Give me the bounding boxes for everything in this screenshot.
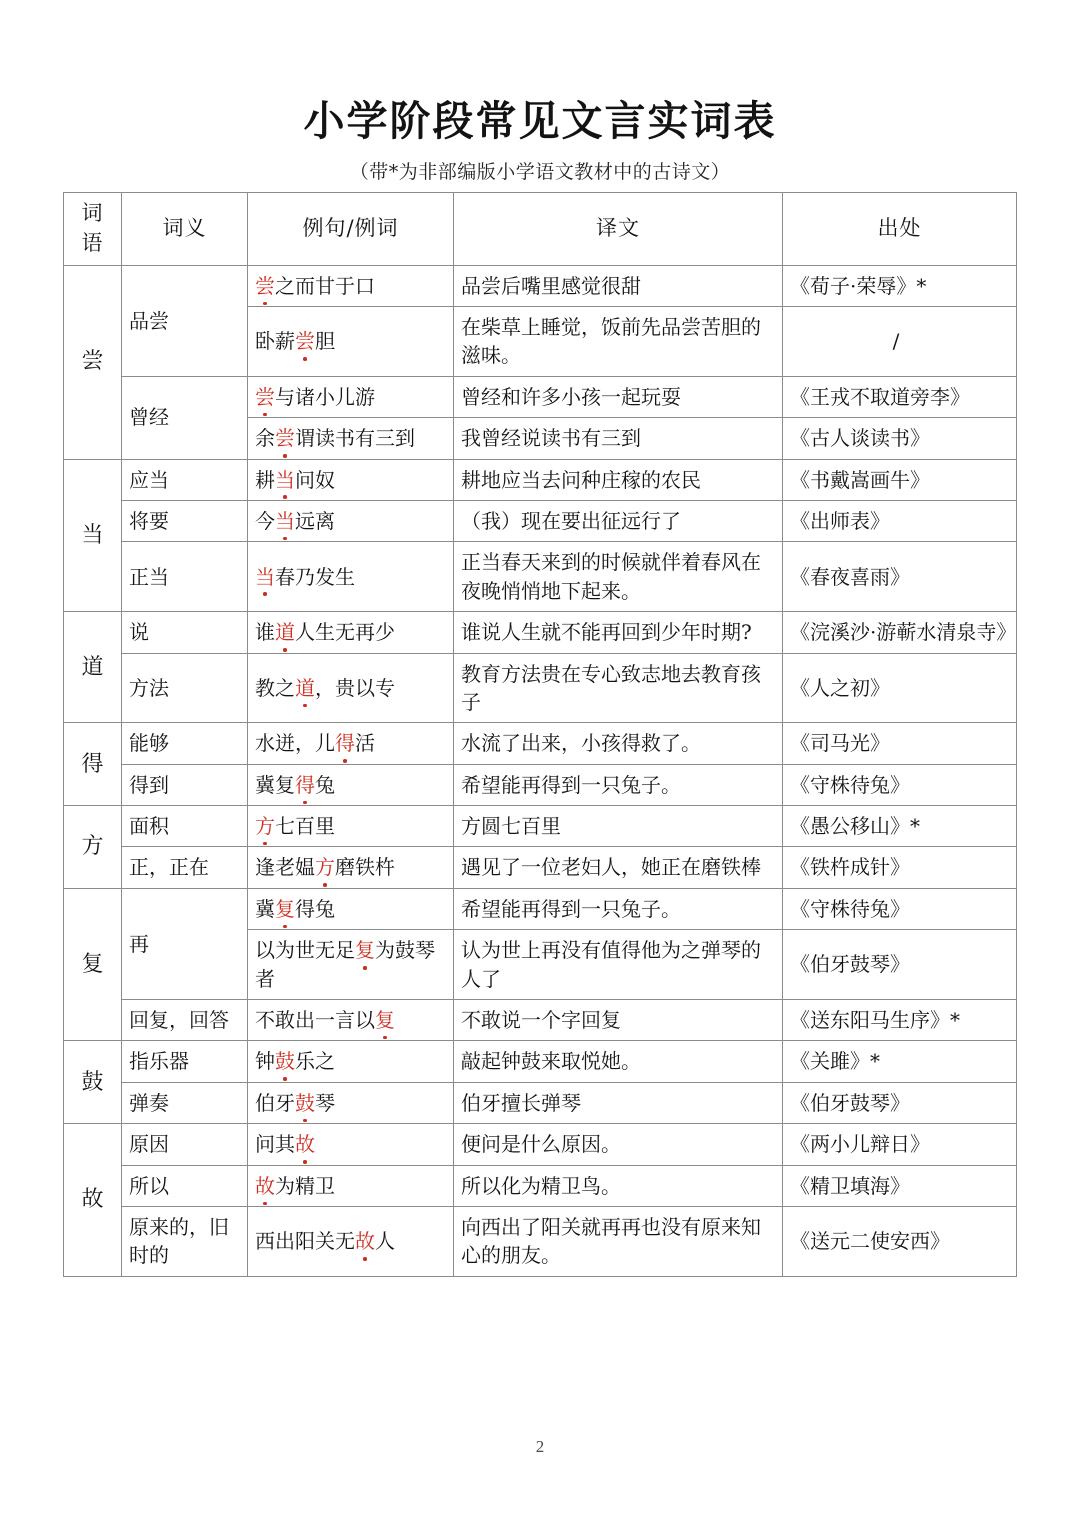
- cell-meaning: 得到: [122, 764, 248, 805]
- cell-meaning: 正当: [122, 542, 248, 612]
- example-text: 远离: [295, 508, 335, 533]
- highlighted-character: 道: [275, 618, 295, 646]
- example-text: 西出阳关无: [255, 1229, 355, 1254]
- column-header-word: 词语: [64, 193, 122, 266]
- example-text: 与诸小儿游: [275, 384, 375, 409]
- example-text: 得兔: [295, 896, 335, 921]
- cell-source: 《荀子·荣辱》*: [783, 265, 1017, 306]
- cell-example: [248, 806, 454, 847]
- example-text: 之而甘于口: [275, 273, 375, 298]
- page-subtitle: （带*为非部编版小学语文教材中的古诗文）: [349, 161, 731, 184]
- highlighted-character: 故: [355, 1227, 375, 1255]
- example-text: 钟: [255, 1049, 275, 1074]
- highlighted-character: 尝: [255, 383, 275, 411]
- cell-source: 《书戴嵩画牛》: [783, 459, 1017, 500]
- column-header-translation: 译文: [454, 193, 783, 266]
- cell-example: [248, 542, 454, 612]
- example-text: 伯牙: [255, 1090, 295, 1115]
- example-text: 为精卫: [275, 1173, 335, 1198]
- cell-source: 《两小儿辩日》: [783, 1124, 1017, 1165]
- page-number: 2: [535, 1437, 545, 1456]
- cell-translation: 品尝后嘴里感觉很甜: [454, 265, 783, 306]
- example-text: ，贵以专: [315, 675, 395, 700]
- cell-translation: 曾经和许多小孩一起玩耍: [454, 376, 783, 417]
- cell-word: 得: [64, 723, 122, 806]
- cell-translation: 希望能再得到一只兔子。: [454, 764, 783, 805]
- cell-meaning: 面积: [122, 806, 248, 847]
- cell-meaning: 方法: [122, 653, 248, 723]
- cell-translation: 遇见了一位老妇人，她正在磨铁棒: [454, 847, 783, 888]
- cell-example: [248, 723, 454, 764]
- highlighted-character: 尝: [255, 272, 275, 300]
- table-row: [64, 888, 1017, 929]
- highlighted-character: 得: [295, 771, 315, 799]
- cell-example: [248, 847, 454, 888]
- example-text: 余: [255, 426, 275, 451]
- highlighted-character: 尝: [295, 327, 315, 355]
- cell-translation: 不敢说一个字回复: [454, 1000, 783, 1041]
- highlighted-character: 方: [255, 812, 275, 840]
- column-header-source: 出处: [783, 193, 1017, 266]
- cell-meaning: 再: [122, 888, 248, 999]
- table-row: [64, 764, 1017, 805]
- example-text: 胆: [315, 329, 335, 354]
- highlighted-character: 当: [275, 507, 295, 535]
- cell-meaning: 品尝: [122, 265, 248, 376]
- cell-meaning: 弹奏: [122, 1082, 248, 1123]
- cell-source: 《春夜喜雨》: [783, 542, 1017, 612]
- cell-example: [248, 764, 454, 805]
- example-text: 为鼓琴者: [255, 938, 435, 991]
- cell-source: 《古人谈读书》: [783, 418, 1017, 459]
- example-text: 乐之: [295, 1049, 335, 1074]
- cell-word: 道: [64, 612, 122, 723]
- example-text: 问其: [255, 1132, 295, 1157]
- table-row: [64, 847, 1017, 888]
- example-text: 冀: [255, 896, 275, 921]
- table-row: [64, 653, 1017, 723]
- cell-meaning: 正，正在: [122, 847, 248, 888]
- table-row: [64, 265, 1017, 306]
- cell-word: 方: [64, 806, 122, 889]
- cell-example: [248, 500, 454, 541]
- cell-example: [248, 265, 454, 306]
- cell-source: 《浣溪沙·游蕲水清泉寺》: [783, 612, 1017, 653]
- page-title: 小学阶段常见文言实词表: [303, 97, 777, 145]
- cell-word: 当: [64, 459, 122, 612]
- example-text: 谁: [255, 620, 275, 645]
- cell-translation: 便问是什么原因。: [454, 1124, 783, 1165]
- table-row: [64, 806, 1017, 847]
- example-text: 水迸，儿: [255, 731, 335, 756]
- cell-meaning: 能够: [122, 723, 248, 764]
- example-text: 卧薪: [255, 329, 295, 354]
- highlighted-character: 当: [275, 466, 295, 494]
- example-text: 活: [355, 731, 375, 756]
- example-text: 教之: [255, 675, 295, 700]
- cell-source: 《守株待兔》: [783, 764, 1017, 805]
- cell-translation: 伯牙擅长弹琴: [454, 1082, 783, 1123]
- highlighted-character: 尝: [275, 424, 295, 452]
- cell-translation: 教育方法贵在专心致志地去教育孩子: [454, 653, 783, 723]
- cell-example: [248, 459, 454, 500]
- cell-translation: 谁说人生就不能再回到少年时期?: [454, 612, 783, 653]
- highlighted-character: 故: [295, 1130, 315, 1158]
- table-header-row: [64, 193, 1017, 266]
- table-row: [64, 459, 1017, 500]
- cell-translation: 在柴草上睡觉，饭前先品尝苦胆的滋味。: [454, 307, 783, 377]
- example-text: 冀复: [255, 772, 295, 797]
- highlighted-character: 故: [255, 1172, 275, 1200]
- cell-example: [248, 1041, 454, 1082]
- highlighted-character: 当: [255, 563, 275, 591]
- cell-example: [248, 1207, 454, 1277]
- cell-source: 《愚公移山》*: [783, 806, 1017, 847]
- cell-translation: （我）现在要出征远行了: [454, 500, 783, 541]
- cell-example: [248, 1082, 454, 1123]
- cell-word: 故: [64, 1124, 122, 1277]
- cell-source: /: [783, 307, 1017, 377]
- cell-source: 《送元二使安西》: [783, 1207, 1017, 1277]
- cell-source: 《关雎》*: [783, 1041, 1017, 1082]
- cell-example: [248, 418, 454, 459]
- cell-translation: 认为世上再没有值得他为之弹琴的人了: [454, 930, 783, 1000]
- cell-example: [248, 1124, 454, 1165]
- cell-meaning: 指乐器: [122, 1041, 248, 1082]
- vocabulary-table: [63, 192, 1017, 1277]
- example-text: 问奴: [295, 467, 335, 492]
- cell-source: 《司马光》: [783, 723, 1017, 764]
- cell-meaning: 曾经: [122, 376, 248, 459]
- highlighted-character: 复: [355, 936, 375, 964]
- example-text: 人生无再少: [295, 620, 395, 645]
- table-row: [64, 723, 1017, 764]
- cell-example: [248, 376, 454, 417]
- cell-word: 尝: [64, 265, 122, 459]
- table-row: [64, 1124, 1017, 1165]
- cell-source: 《铁杵成针》: [783, 847, 1017, 888]
- column-header-example: 例句/例词: [248, 193, 454, 266]
- cell-example: [248, 1000, 454, 1041]
- table-body: [64, 265, 1017, 1276]
- cell-translation: 向西出了阳关就再再也没有原来知心的朋友。: [454, 1207, 783, 1277]
- cell-meaning: 说: [122, 612, 248, 653]
- table-row: [64, 376, 1017, 417]
- example-text: 逢老媪: [255, 855, 315, 880]
- cell-meaning: 将要: [122, 500, 248, 541]
- cell-source: 《伯牙鼓琴》: [783, 930, 1017, 1000]
- cell-meaning: 原来的，旧时的: [122, 1207, 248, 1277]
- example-text: 以为世无足: [255, 938, 355, 963]
- example-text: 耕: [255, 467, 275, 492]
- highlighted-character: 得: [335, 729, 355, 757]
- cell-meaning: 回复，回答: [122, 1000, 248, 1041]
- cell-meaning: 所以: [122, 1165, 248, 1206]
- cell-source: 《守株待兔》: [783, 888, 1017, 929]
- table-row: [64, 500, 1017, 541]
- example-text: 今: [255, 508, 275, 533]
- cell-example: [248, 888, 454, 929]
- cell-translation: 我曾经说读书有三到: [454, 418, 783, 459]
- table-row: [64, 1041, 1017, 1082]
- cell-translation: 水流了出来，小孩得救了。: [454, 723, 783, 764]
- cell-translation: 方圆七百里: [454, 806, 783, 847]
- content-vocabulary-table: [63, 192, 1016, 1277]
- cell-translation: 所以化为精卫鸟。: [454, 1165, 783, 1206]
- example-text: 春乃发生: [275, 564, 355, 589]
- cell-source: 《人之初》: [783, 653, 1017, 723]
- cell-source: 《送东阳马生序》*: [783, 1000, 1017, 1041]
- cell-translation: 希望能再得到一只兔子。: [454, 888, 783, 929]
- cell-example: [248, 612, 454, 653]
- cell-translation: 耕地应当去问种庄稼的农民: [454, 459, 783, 500]
- highlighted-character: 方: [315, 853, 335, 881]
- table-row: [64, 1207, 1017, 1277]
- cell-source: 《王戎不取道旁李》: [783, 376, 1017, 417]
- table-row: [64, 542, 1017, 612]
- table-row: [64, 1000, 1017, 1041]
- cell-translation: 正当春天来到的时候就伴着春风在夜晚悄悄地下起来。: [454, 542, 783, 612]
- example-text: 琴: [315, 1090, 335, 1115]
- highlighted-character: 复: [275, 895, 295, 923]
- example-text: 人: [375, 1229, 395, 1254]
- table-row: [64, 1082, 1017, 1123]
- table-row: [64, 612, 1017, 653]
- example-text: 兔: [315, 772, 335, 797]
- example-text: 磨铁杵: [335, 855, 395, 880]
- example-text: 不敢出一言以: [255, 1008, 375, 1033]
- table-header: [64, 193, 1017, 266]
- column-header-meaning: 词义: [122, 193, 248, 266]
- cell-example: [248, 930, 454, 1000]
- cell-meaning: 应当: [122, 459, 248, 500]
- example-text: 七百里: [275, 814, 335, 839]
- example-text: 谓读书有三到: [295, 426, 415, 451]
- cell-source: 《伯牙鼓琴》: [783, 1082, 1017, 1123]
- cell-example: [248, 653, 454, 723]
- cell-example: [248, 1165, 454, 1206]
- cell-translation: 敲起钟鼓来取悦她。: [454, 1041, 783, 1082]
- highlighted-character: 鼓: [295, 1089, 315, 1117]
- table-row: [64, 1165, 1017, 1206]
- highlighted-character: 复: [375, 1006, 395, 1034]
- highlighted-character: 鼓: [275, 1047, 295, 1075]
- cell-source: 《出师表》: [783, 500, 1017, 541]
- cell-meaning: 原因: [122, 1124, 248, 1165]
- cell-word: 鼓: [64, 1041, 122, 1124]
- cell-source: 《精卫填海》: [783, 1165, 1017, 1206]
- cell-word: 复: [64, 888, 122, 1041]
- highlighted-character: 道: [295, 674, 315, 702]
- cell-example: [248, 307, 454, 377]
